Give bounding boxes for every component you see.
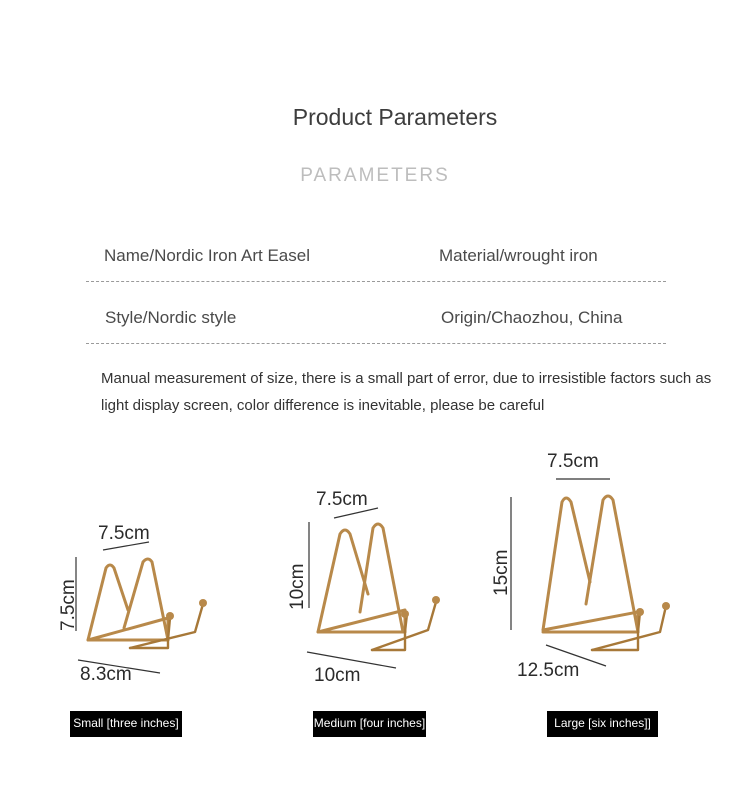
size-label-large: Large [six inches]]: [547, 711, 658, 737]
large-height-label: 15cm: [491, 549, 512, 596]
medium-width-label: 7.5cm: [316, 489, 368, 510]
param-style: Style/Nordic style: [105, 308, 237, 327]
small-depth-label: 8.3cm: [80, 664, 132, 685]
divider: [86, 281, 666, 282]
small-width-label: 7.5cm: [98, 523, 150, 544]
large-easel-illustration: [543, 496, 670, 650]
divider: [86, 343, 666, 344]
size-label-small: Small [three inches]: [70, 711, 182, 737]
param-origin: Origin/Chaozhou, China: [441, 308, 623, 327]
size-diagrams: [0, 430, 750, 710]
param-material: Material/wrought iron: [439, 246, 598, 265]
medium-depth-label: 10cm: [314, 665, 361, 686]
small-easel-illustration: [88, 559, 207, 648]
large-depth-label: 12.5cm: [517, 660, 580, 681]
measurement-note: Manual measurement of size, there is a small part of error, due to irresistible factors such as light display screen, color difference is inevitable, please be careful: [101, 370, 712, 414]
param-name: Name/Nordic Iron Art Easel: [104, 246, 310, 265]
page-title: Product Parameters: [292, 104, 498, 130]
medium-height-label: 10cm: [287, 563, 308, 610]
small-height-label: 7.5cm: [58, 579, 79, 631]
page-subtitle: PARAMETERS: [300, 165, 450, 186]
size-label-medium: Medium [four inches]: [313, 711, 426, 737]
medium-easel-illustration: [318, 524, 440, 650]
large-width-label: 7.5cm: [547, 451, 599, 472]
